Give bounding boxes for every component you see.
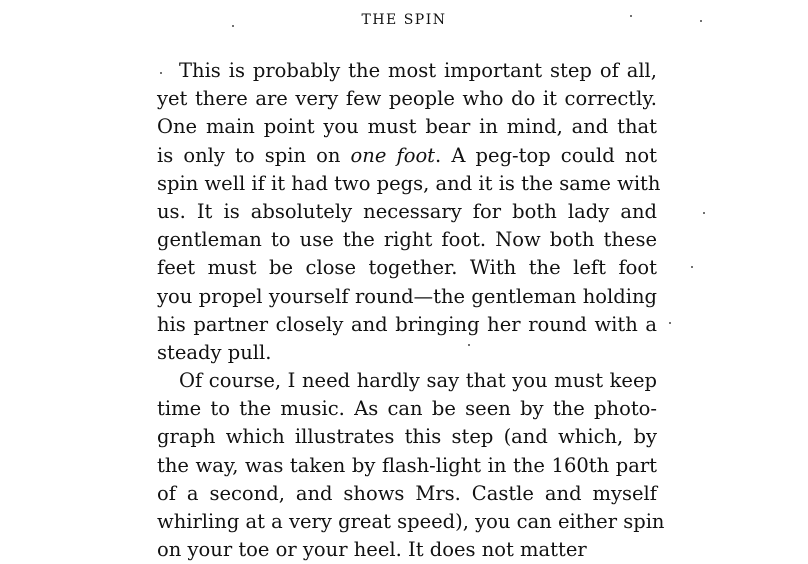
text-line (157, 198, 657, 226)
text-run: One main point you must bear in mind, and that (157, 115, 657, 139)
text-line (157, 311, 657, 339)
scan-speck (232, 25, 234, 27)
text-line (157, 480, 657, 508)
text-run: gentleman to use the right foot. Now both these (157, 228, 657, 252)
text-run: graph which illustrates this step (and which, by (157, 425, 657, 449)
text-line (157, 508, 665, 536)
text-line (157, 170, 661, 198)
text-line (157, 423, 657, 451)
text-run: the way, was taken by flash-light in the 160th part (157, 453, 657, 477)
text-line (157, 452, 657, 480)
text-run: on your toe or your heel. It does not matter (157, 538, 587, 562)
text-line (157, 339, 657, 367)
scan-speck (160, 72, 162, 74)
body-text (157, 57, 665, 564)
scan-speck (669, 322, 671, 324)
text-run: us. It is absolutely necessary for both lady and (157, 199, 657, 223)
text-line (157, 85, 657, 113)
text-run: is only to spin on (157, 143, 351, 167)
text-line (157, 254, 657, 282)
italic-text: one foot (350, 143, 436, 167)
text-line (157, 113, 657, 141)
text-run: spin well if it had two pegs, and it is the same with (157, 171, 661, 195)
text-run: This is probably the most important step of all, (179, 59, 657, 82)
text-run: of a second, and shows Mrs. Castle and myself (157, 481, 657, 505)
text-line (157, 226, 657, 254)
scan-speck (691, 266, 693, 268)
scan-speck (700, 20, 702, 22)
text-run: whirling at a very great speed), you can either spin (157, 510, 665, 533)
running-head: THE SPIN (361, 12, 447, 28)
text-run: time to the music. As can be seen by the photo- (157, 397, 657, 421)
text-line (157, 395, 657, 423)
text-run: you propel yourself round—the gentleman holding (157, 284, 657, 308)
text-line (157, 142, 657, 170)
scan-speck (630, 15, 632, 17)
text-run: steady pull. (157, 340, 272, 364)
text-run: . A peg-top could not (435, 143, 657, 167)
text-run: Of course, I need hardly say that you must keep (179, 369, 657, 393)
text-line (157, 283, 657, 311)
scan-speck (468, 344, 470, 346)
paragraph (157, 367, 665, 564)
text-run: his partner closely and bringing her round with a (157, 312, 657, 336)
text-line (157, 367, 657, 395)
text-run: feet must be close together. With the left foot (157, 256, 657, 280)
scan-speck (703, 212, 705, 214)
text-run: yet there are very few people who do it correctly. (157, 87, 657, 111)
text-line (157, 57, 657, 85)
paragraph (157, 57, 661, 367)
text-line (157, 536, 657, 564)
